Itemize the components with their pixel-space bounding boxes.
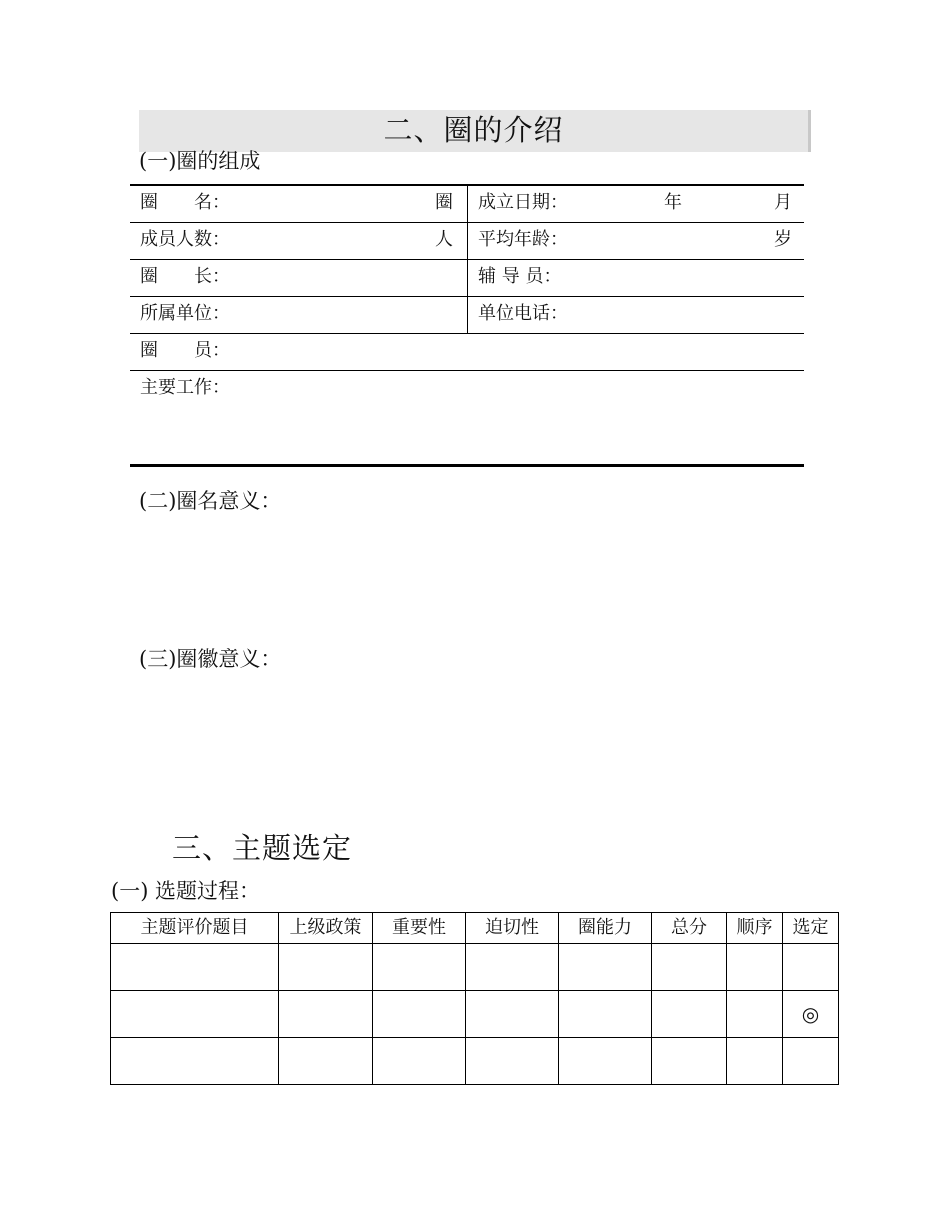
table-cell[interactable] <box>111 1038 279 1085</box>
field-label: 主要工作： <box>140 377 230 398</box>
name-meaning-heading: (二)圈名意义： <box>139 489 282 513</box>
section-title: 二、圈的介绍 <box>383 113 564 147</box>
main-work-field[interactable] <box>130 371 804 464</box>
section-title-bar <box>139 110 811 152</box>
field-unit: 圈 <box>435 192 453 213</box>
member-count-field[interactable] <box>130 223 468 259</box>
table-cell[interactable] <box>727 1038 783 1085</box>
table-cell[interactable] <box>652 1038 727 1085</box>
table-cell[interactable] <box>279 991 373 1038</box>
column-header: 上级政策 <box>279 913 373 944</box>
field-label: 平均年龄： <box>478 229 568 250</box>
field-unit-year: 年 <box>664 192 682 213</box>
table-cell[interactable] <box>279 1038 373 1085</box>
column-header: 顺序 <box>727 913 783 944</box>
table-cell[interactable] <box>373 944 466 991</box>
circle-members-field[interactable] <box>130 334 804 370</box>
table-cell[interactable] <box>652 991 727 1038</box>
section-title: 三、主题选定 <box>172 831 353 865</box>
field-label: 成立日期： <box>478 192 568 213</box>
column-header: 迫切性 <box>466 913 559 944</box>
field-label: 所属单位： <box>140 303 230 324</box>
table-row <box>111 944 839 991</box>
field-label: 辅 导 员： <box>478 266 562 287</box>
table-header-row <box>111 913 839 944</box>
column-header: 选定 <box>783 913 839 944</box>
column-header: 主题评价题目 <box>111 913 279 944</box>
table-cell[interactable] <box>111 944 279 991</box>
field-unit-age: 岁 <box>774 229 792 250</box>
affiliated-unit-field[interactable] <box>130 297 468 333</box>
circle-info-table <box>130 184 804 467</box>
info-row <box>130 223 804 260</box>
table-cell[interactable] <box>373 1038 466 1085</box>
table-cell[interactable] <box>373 991 466 1038</box>
table-cell[interactable] <box>466 944 559 991</box>
info-row <box>130 371 804 464</box>
table-cell[interactable] <box>466 991 559 1038</box>
table-cell[interactable] <box>783 1038 839 1085</box>
table-cell[interactable] <box>466 1038 559 1085</box>
field-unit: 人 <box>435 229 453 250</box>
field-label: 单位电话： <box>478 303 568 324</box>
average-age-field[interactable] <box>468 223 804 259</box>
field-label: 圈 员： <box>140 340 230 361</box>
table-cell[interactable] <box>727 944 783 991</box>
column-header: 总分 <box>652 913 727 944</box>
table-row <box>111 991 839 1038</box>
info-row <box>130 334 804 371</box>
badge-meaning-heading: (三)圈徽意义： <box>139 647 282 671</box>
table-row <box>111 1038 839 1085</box>
info-row <box>130 260 804 297</box>
field-label: 圈 长： <box>140 266 230 287</box>
table-cell[interactable] <box>111 991 279 1038</box>
table-cell[interactable] <box>279 944 373 991</box>
table-cell[interactable] <box>783 944 839 991</box>
field-label: 成员人数： <box>140 229 230 250</box>
info-row <box>130 186 804 223</box>
column-header: 重要性 <box>373 913 466 944</box>
table-cell[interactable] <box>652 944 727 991</box>
founding-date-field[interactable] <box>468 186 804 222</box>
table-cell[interactable] <box>559 944 652 991</box>
unit-phone-field[interactable] <box>468 297 804 333</box>
selected-mark-cell[interactable]: ◎ <box>783 991 839 1038</box>
table-cell[interactable] <box>727 991 783 1038</box>
topic-evaluation-table <box>110 912 839 1085</box>
composition-heading: (一)圈的组成 <box>139 149 261 173</box>
table-cell[interactable] <box>559 991 652 1038</box>
advisor-field[interactable] <box>468 260 804 296</box>
table-cell[interactable] <box>559 1038 652 1085</box>
field-label: 圈 名： <box>140 192 230 213</box>
circle-leader-field[interactable] <box>130 260 468 296</box>
field-unit-month: 月 <box>774 192 792 213</box>
info-row <box>130 297 804 334</box>
process-heading: (一) 选题过程： <box>111 879 261 903</box>
column-header: 圈能力 <box>559 913 652 944</box>
circle-name-field[interactable] <box>130 186 468 222</box>
